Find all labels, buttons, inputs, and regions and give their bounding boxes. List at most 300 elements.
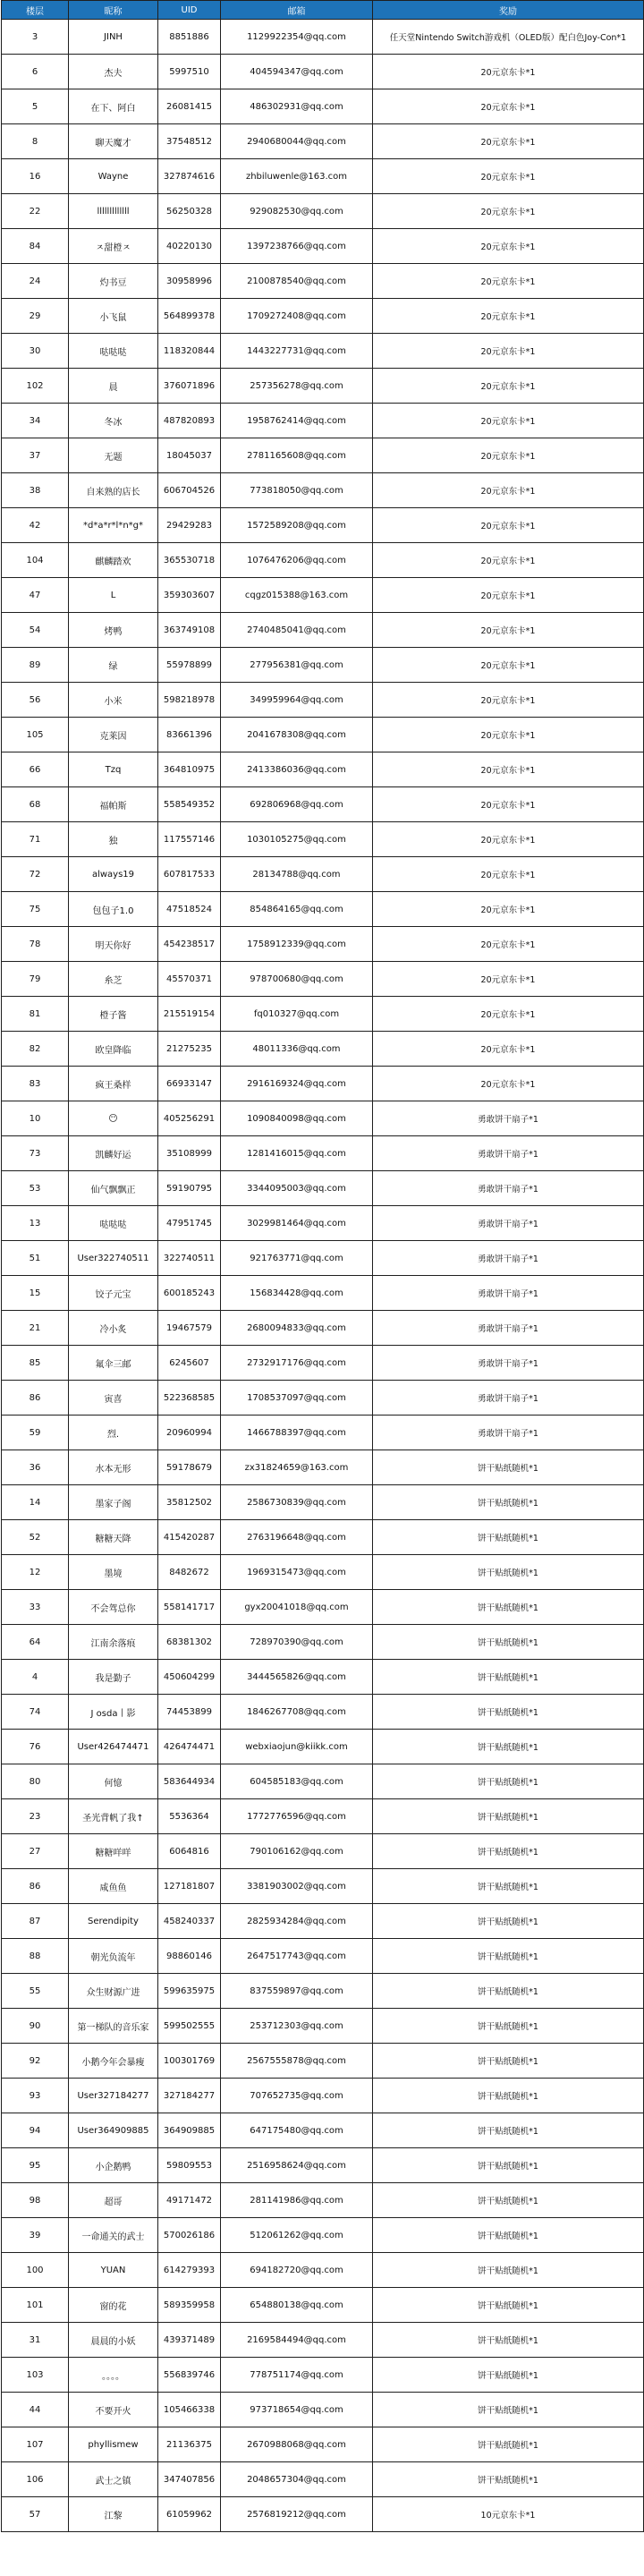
uid-cell: 607817533	[158, 857, 221, 892]
reward-cell: 饼干贴纸随机*1	[373, 1695, 644, 1730]
table-row	[2, 927, 644, 962]
uid-cell: 439371489	[158, 2323, 221, 2358]
reward-cell: 饼干贴纸随机*1	[373, 2148, 644, 2183]
table-row	[2, 508, 644, 543]
floor-cell: 15	[2, 1276, 69, 1311]
floor-cell: 89	[2, 648, 69, 683]
reward-cell: 饼干贴纸随机*1	[373, 2427, 644, 2462]
uid-cell: 570026186	[158, 2218, 221, 2253]
reward-cell: 20元京东卡*1	[373, 55, 644, 89]
uid-cell: 363749108	[158, 613, 221, 648]
email-cell: zx31824659@163.com	[221, 1450, 373, 1485]
nickname-cell: 寅喜	[69, 1381, 158, 1416]
email-cell: 2647517743@qq.com	[221, 1939, 373, 1974]
floor-cell: 10	[2, 1101, 69, 1136]
nickname-cell: 糸芝	[69, 962, 158, 997]
uid-cell: 59190795	[158, 1171, 221, 1206]
floor-cell: 22	[2, 194, 69, 229]
reward-cell: 20元京东卡*1	[373, 229, 644, 264]
table-row	[2, 473, 644, 508]
nickname-cell: 江南余落痕	[69, 1625, 158, 1660]
email-cell: 1772776596@qq.com	[221, 1799, 373, 1834]
nickname-cell: JINH	[69, 20, 158, 55]
table-row	[2, 334, 644, 369]
nickname-cell: J osda丨影	[69, 1695, 158, 1730]
floor-cell: 105	[2, 718, 69, 752]
uid-cell: 6064816	[158, 1834, 221, 1869]
nickname-cell: 糖糖咩咩	[69, 1834, 158, 1869]
uid-cell: 21275235	[158, 1032, 221, 1067]
email-cell: 2586730839@qq.com	[221, 1485, 373, 1520]
email-cell: 1758912339@qq.com	[221, 927, 373, 962]
floor-cell: 85	[2, 1346, 69, 1381]
table-row	[2, 1625, 644, 1660]
email-cell: 1076476206@qq.com	[221, 543, 373, 578]
floor-cell: 80	[2, 1764, 69, 1799]
table-row	[2, 1311, 644, 1346]
column-header-email: 邮箱	[221, 1, 373, 20]
nickname-cell: 武士之镇	[69, 2462, 158, 2497]
nickname-cell: 哒哒哒	[69, 1206, 158, 1241]
uid-cell: 40220130	[158, 229, 221, 264]
uid-cell: 347407856	[158, 2462, 221, 2497]
email-cell: 1572589208@qq.com	[221, 508, 373, 543]
floor-cell: 87	[2, 1904, 69, 1939]
floor-cell: 84	[2, 229, 69, 264]
uid-cell: 322740511	[158, 1241, 221, 1276]
table-row	[2, 2393, 644, 2427]
reward-cell: 饼干贴纸随机*1	[373, 2183, 644, 2218]
uid-cell: 35108999	[158, 1136, 221, 1171]
column-header-uid: UID	[158, 1, 221, 20]
email-cell: 837559897@qq.com	[221, 1974, 373, 2009]
floor-cell: 51	[2, 1241, 69, 1276]
nickname-cell: 朝光负流年	[69, 1939, 158, 1974]
floor-cell: 101	[2, 2288, 69, 2323]
uid-cell: 18045037	[158, 438, 221, 473]
reward-cell: 20元京东卡*1	[373, 962, 644, 997]
uid-cell: 558549352	[158, 787, 221, 822]
reward-cell: 饼干贴纸随机*1	[373, 1904, 644, 1939]
uid-cell: 522368585	[158, 1381, 221, 1416]
floor-cell: 34	[2, 404, 69, 438]
floor-cell: 95	[2, 2148, 69, 2183]
uid-cell: 365530718	[158, 543, 221, 578]
nickname-cell: 众生财源广进	[69, 1974, 158, 2009]
floor-cell: 66	[2, 752, 69, 787]
floor-cell: 56	[2, 683, 69, 718]
email-cell: 2670988068@qq.com	[221, 2427, 373, 2462]
email-cell: 512061262@qq.com	[221, 2218, 373, 2253]
table-header	[2, 1, 644, 20]
table-row	[2, 2497, 644, 2532]
table-row	[2, 2183, 644, 2218]
uid-cell: 606704526	[158, 473, 221, 508]
uid-cell: 426474471	[158, 1730, 221, 1764]
table-row	[2, 124, 644, 159]
nickname-cell: User327184277	[69, 2079, 158, 2113]
reward-cell: 20元京东卡*1	[373, 438, 644, 473]
nickname-cell: 烤鸭	[69, 613, 158, 648]
table-row	[2, 1904, 644, 1939]
nickname-cell: lllllllllllll	[69, 194, 158, 229]
nickname-cell: 。。。。	[69, 2358, 158, 2393]
email-cell: 2940680044@qq.com	[221, 124, 373, 159]
reward-cell: 饼干贴纸随机*1	[373, 1730, 644, 1764]
reward-cell: 勇敢饼干扇子*1	[373, 1276, 644, 1311]
floor-cell: 94	[2, 2113, 69, 2148]
floor-cell: 36	[2, 1450, 69, 1485]
email-cell: 2740485041@qq.com	[221, 613, 373, 648]
email-cell: 978700680@qq.com	[221, 962, 373, 997]
table-row	[2, 1067, 644, 1101]
email-cell: 728970390@qq.com	[221, 1625, 373, 1660]
email-cell: 2825934284@qq.com	[221, 1904, 373, 1939]
table-row	[2, 20, 644, 55]
email-cell: cqgz015388@163.com	[221, 578, 373, 613]
uid-cell: 376071896	[158, 369, 221, 404]
email-cell: 404594347@qq.com	[221, 55, 373, 89]
nickname-cell: 超哥	[69, 2183, 158, 2218]
email-cell: 2048657304@qq.com	[221, 2462, 373, 2497]
uid-cell: 364810975	[158, 752, 221, 787]
reward-cell: 20元京东卡*1	[373, 927, 644, 962]
nickname-cell: User426474471	[69, 1730, 158, 1764]
uid-cell: 47518524	[158, 892, 221, 927]
reward-cell: 勇敢饼干扇子*1	[373, 1136, 644, 1171]
nickname-cell: 在下、阿白	[69, 89, 158, 124]
floor-cell: 5	[2, 89, 69, 124]
email-cell: 3444565826@qq.com	[221, 1660, 373, 1695]
uid-cell: 405256291	[158, 1101, 221, 1136]
table-row	[2, 159, 644, 194]
table-row	[2, 787, 644, 822]
uid-cell: 20960994	[158, 1416, 221, 1450]
nickname-cell: 何憶	[69, 1764, 158, 1799]
reward-cell: 20元京东卡*1	[373, 334, 644, 369]
reward-cell: 20元京东卡*1	[373, 508, 644, 543]
nickname-cell: 😶	[69, 1101, 158, 1136]
header-row	[2, 1, 644, 20]
email-cell: 2763196648@qq.com	[221, 1520, 373, 1555]
nickname-cell: 不要开火	[69, 2393, 158, 2427]
table-row	[2, 2009, 644, 2044]
nickname-cell: 冷小炙	[69, 1311, 158, 1346]
nickname-cell: 小米	[69, 683, 158, 718]
reward-cell: 20元京东卡*1	[373, 683, 644, 718]
reward-cell: 饼干贴纸随机*1	[373, 1450, 644, 1485]
uid-cell: 83661396	[158, 718, 221, 752]
table-row	[2, 229, 644, 264]
floor-cell: 74	[2, 1695, 69, 1730]
floor-cell: 44	[2, 2393, 69, 2427]
email-cell: 1397238766@qq.com	[221, 229, 373, 264]
table-row	[2, 857, 644, 892]
email-cell: 973718654@qq.com	[221, 2393, 373, 2427]
uid-cell: 56250328	[158, 194, 221, 229]
nickname-cell: Wayne	[69, 159, 158, 194]
table-row	[2, 1241, 644, 1276]
reward-cell: 饼干贴纸随机*1	[373, 2044, 644, 2079]
nickname-cell: 欧皇降临	[69, 1032, 158, 1067]
reward-cell: 饼干贴纸随机*1	[373, 2393, 644, 2427]
reward-cell: 勇敢饼干扇子*1	[373, 1171, 644, 1206]
nickname-cell: 不会驾总你	[69, 1590, 158, 1625]
column-header-floor: 楼层	[2, 1, 69, 20]
nickname-cell: always19	[69, 857, 158, 892]
table-row	[2, 1171, 644, 1206]
reward-cell: 饼干贴纸随机*1	[373, 1520, 644, 1555]
floor-cell: 29	[2, 299, 69, 334]
floor-cell: 88	[2, 1939, 69, 1974]
nickname-cell: phyllismew	[69, 2427, 158, 2462]
table-row	[2, 2218, 644, 2253]
email-cell: 1846267708@qq.com	[221, 1695, 373, 1730]
table-row	[2, 1730, 644, 1764]
email-cell: 1958762414@qq.com	[221, 404, 373, 438]
reward-cell: 20元京东卡*1	[373, 194, 644, 229]
nickname-cell: 自来熟的店长	[69, 473, 158, 508]
floor-cell: 13	[2, 1206, 69, 1241]
email-cell: 2169584494@qq.com	[221, 2323, 373, 2358]
table-row	[2, 1206, 644, 1241]
nickname-cell: Serendipity	[69, 1904, 158, 1939]
floor-cell: 106	[2, 2462, 69, 2497]
floor-cell: 53	[2, 1171, 69, 1206]
email-cell: 1090840098@qq.com	[221, 1101, 373, 1136]
nickname-cell: 灼书豆	[69, 264, 158, 299]
reward-cell: 20元京东卡*1	[373, 299, 644, 334]
reward-cell: 饼干贴纸随机*1	[373, 2113, 644, 2148]
email-cell: 2516958624@qq.com	[221, 2148, 373, 2183]
table-row	[2, 438, 644, 473]
floor-cell: 78	[2, 927, 69, 962]
reward-cell: 饼干贴纸随机*1	[373, 1555, 644, 1590]
uid-cell: 29429283	[158, 508, 221, 543]
reward-cell: 饼干贴纸随机*1	[373, 2009, 644, 2044]
uid-cell: 589359958	[158, 2288, 221, 2323]
email-cell: 921763771@qq.com	[221, 1241, 373, 1276]
email-cell: fq010327@qq.com	[221, 997, 373, 1032]
email-cell: 2100878540@qq.com	[221, 264, 373, 299]
email-cell: 277956381@qq.com	[221, 648, 373, 683]
uid-cell: 26081415	[158, 89, 221, 124]
floor-cell: 52	[2, 1520, 69, 1555]
table-row	[2, 1032, 644, 1067]
uid-cell: 564899378	[158, 299, 221, 334]
nickname-cell: 小企鹅鸭	[69, 2148, 158, 2183]
email-cell: 281141986@qq.com	[221, 2183, 373, 2218]
uid-cell: 127181807	[158, 1869, 221, 1904]
email-cell: 48011336@qq.com	[221, 1032, 373, 1067]
reward-cell: 饼干贴纸随机*1	[373, 1625, 644, 1660]
email-cell: 2916169324@qq.com	[221, 1067, 373, 1101]
nickname-cell: 窗的花	[69, 2288, 158, 2323]
uid-cell: 47951745	[158, 1206, 221, 1241]
uid-cell: 556839746	[158, 2358, 221, 2393]
reward-cell: 任天堂Nintendo Switch游戏机（OLED版）配白色Joy-Con*1	[373, 20, 644, 55]
reward-cell: 20元京东卡*1	[373, 89, 644, 124]
table-row	[2, 1381, 644, 1416]
table-row	[2, 2079, 644, 2113]
table-row	[2, 2113, 644, 2148]
email-cell: 790106162@qq.com	[221, 1834, 373, 1869]
email-cell: 2567555878@qq.com	[221, 2044, 373, 2079]
reward-cell: 勇敢饼干扇子*1	[373, 1311, 644, 1346]
nickname-cell: 冬冰	[69, 404, 158, 438]
reward-cell: 20元京东卡*1	[373, 473, 644, 508]
uid-cell: 5997510	[158, 55, 221, 89]
email-cell: gyx20041018@qq.com	[221, 1590, 373, 1625]
uid-cell: 37548512	[158, 124, 221, 159]
floor-cell: 90	[2, 2009, 69, 2044]
uid-cell: 600185243	[158, 1276, 221, 1311]
floor-cell: 8	[2, 124, 69, 159]
nickname-cell: 聊天魔才	[69, 124, 158, 159]
nickname-cell: 哒哒哒	[69, 334, 158, 369]
table-row	[2, 1136, 644, 1171]
uid-cell: 614279393	[158, 2253, 221, 2288]
floor-cell: 42	[2, 508, 69, 543]
uid-cell: 74453899	[158, 1695, 221, 1730]
nickname-cell: 杰夫	[69, 55, 158, 89]
email-cell: zhbiluwenle@163.com	[221, 159, 373, 194]
nickname-cell: User364909885	[69, 2113, 158, 2148]
uid-cell: 599635975	[158, 1974, 221, 2009]
reward-cell: 饼干贴纸随机*1	[373, 1799, 644, 1834]
nickname-cell: 独	[69, 822, 158, 857]
reward-cell: 20元京东卡*1	[373, 787, 644, 822]
reward-cell: 20元京东卡*1	[373, 1032, 644, 1067]
nickname-cell: YUAN	[69, 2253, 158, 2288]
table-row	[2, 2253, 644, 2288]
email-cell: 28134788@qq.com	[221, 857, 373, 892]
reward-cell: 20元京东卡*1	[373, 124, 644, 159]
nickname-cell: User322740511	[69, 1241, 158, 1276]
reward-cell: 勇敢饼干扇子*1	[373, 1346, 644, 1381]
floor-cell: 37	[2, 438, 69, 473]
floor-cell: 23	[2, 1799, 69, 1834]
floor-cell: 71	[2, 822, 69, 857]
reward-cell: 饼干贴纸随机*1	[373, 2288, 644, 2323]
nickname-cell: 仙气飘飘正	[69, 1171, 158, 1206]
nickname-cell: 小鹅今年会暴瘦	[69, 2044, 158, 2079]
reward-cell: 饼干贴纸随机*1	[373, 2079, 644, 2113]
nickname-cell: 凯麟好运	[69, 1136, 158, 1171]
floor-cell: 38	[2, 473, 69, 508]
floor-cell: 81	[2, 997, 69, 1032]
email-cell: 1129922354@qq.com	[221, 20, 373, 55]
email-cell: 156834428@qq.com	[221, 1276, 373, 1311]
reward-cell: 饼干贴纸随机*1	[373, 2218, 644, 2253]
nickname-cell: 饺子元宝	[69, 1276, 158, 1311]
uid-cell: 364909885	[158, 2113, 221, 2148]
uid-cell: 558141717	[158, 1590, 221, 1625]
floor-cell: 39	[2, 2218, 69, 2253]
nickname-cell: 橙子酱	[69, 997, 158, 1032]
uid-cell: 66933147	[158, 1067, 221, 1101]
column-header-nickname: 昵称	[69, 1, 158, 20]
uid-cell: 19467579	[158, 1311, 221, 1346]
floor-cell: 30	[2, 334, 69, 369]
table-row	[2, 1939, 644, 1974]
reward-cell: 饼干贴纸随机*1	[373, 2358, 644, 2393]
reward-cell: 20元京东卡*1	[373, 857, 644, 892]
floor-cell: 68	[2, 787, 69, 822]
nickname-cell: 明天你好	[69, 927, 158, 962]
reward-cell: 20元京东卡*1	[373, 1067, 644, 1101]
nickname-cell: 第一梯队的音乐家	[69, 2009, 158, 2044]
nickname-cell: 绿	[69, 648, 158, 683]
nickname-cell: 圣光背帆了我↑	[69, 1799, 158, 1834]
nickname-cell: 我是勤子	[69, 1660, 158, 1695]
floor-cell: 24	[2, 264, 69, 299]
reward-cell: 20元京东卡*1	[373, 822, 644, 857]
nickname-cell: 糖糖天降	[69, 1520, 158, 1555]
email-cell: 3381903002@qq.com	[221, 1869, 373, 1904]
email-cell: 692806968@qq.com	[221, 787, 373, 822]
floor-cell: 76	[2, 1730, 69, 1764]
table-row	[2, 1834, 644, 1869]
email-cell: 2041678308@qq.com	[221, 718, 373, 752]
email-cell: webxiaojun@kiikk.com	[221, 1730, 373, 1764]
uid-cell: 327184277	[158, 2079, 221, 2113]
email-cell: 2680094833@qq.com	[221, 1311, 373, 1346]
email-cell: 2781165608@qq.com	[221, 438, 373, 473]
uid-cell: 21136375	[158, 2427, 221, 2462]
reward-cell: 20元京东卡*1	[373, 752, 644, 787]
email-cell: 778751174@qq.com	[221, 2358, 373, 2393]
floor-cell: 79	[2, 962, 69, 997]
floor-cell: 73	[2, 1136, 69, 1171]
table-row	[2, 1276, 644, 1311]
uid-cell: 5536364	[158, 1799, 221, 1834]
email-cell: 654880138@qq.com	[221, 2288, 373, 2323]
email-cell: 1466788397@qq.com	[221, 1416, 373, 1450]
table-row	[2, 1416, 644, 1450]
table-row	[2, 2288, 644, 2323]
uid-cell: 61059962	[158, 2497, 221, 2532]
table-row	[2, 1660, 644, 1695]
table-row	[2, 1764, 644, 1799]
table-row	[2, 1346, 644, 1381]
email-cell: 604585183@qq.com	[221, 1764, 373, 1799]
floor-cell: 3	[2, 20, 69, 55]
uid-cell: 599502555	[158, 2009, 221, 2044]
table-row	[2, 404, 644, 438]
email-cell: 2576819212@qq.com	[221, 2497, 373, 2532]
reward-cell: 勇敢饼干扇子*1	[373, 1101, 644, 1136]
reward-cell: 饼干贴纸随机*1	[373, 1660, 644, 1695]
table-row	[2, 578, 644, 613]
uid-cell: 105466338	[158, 2393, 221, 2427]
reward-cell: 20元京东卡*1	[373, 159, 644, 194]
floor-cell: 59	[2, 1416, 69, 1450]
floor-cell: 93	[2, 2079, 69, 2113]
nickname-cell: 疯王桑样	[69, 1067, 158, 1101]
table-row	[2, 648, 644, 683]
email-cell: 1443227731@qq.com	[221, 334, 373, 369]
reward-cell: 饼干贴纸随机*1	[373, 2462, 644, 2497]
floor-cell: 64	[2, 1625, 69, 1660]
table-row	[2, 2427, 644, 2462]
nickname-cell: L	[69, 578, 158, 613]
email-cell: 773818050@qq.com	[221, 473, 373, 508]
table-row	[2, 1695, 644, 1730]
email-cell: 1709272408@qq.com	[221, 299, 373, 334]
uid-cell: 215519154	[158, 997, 221, 1032]
table-row	[2, 194, 644, 229]
